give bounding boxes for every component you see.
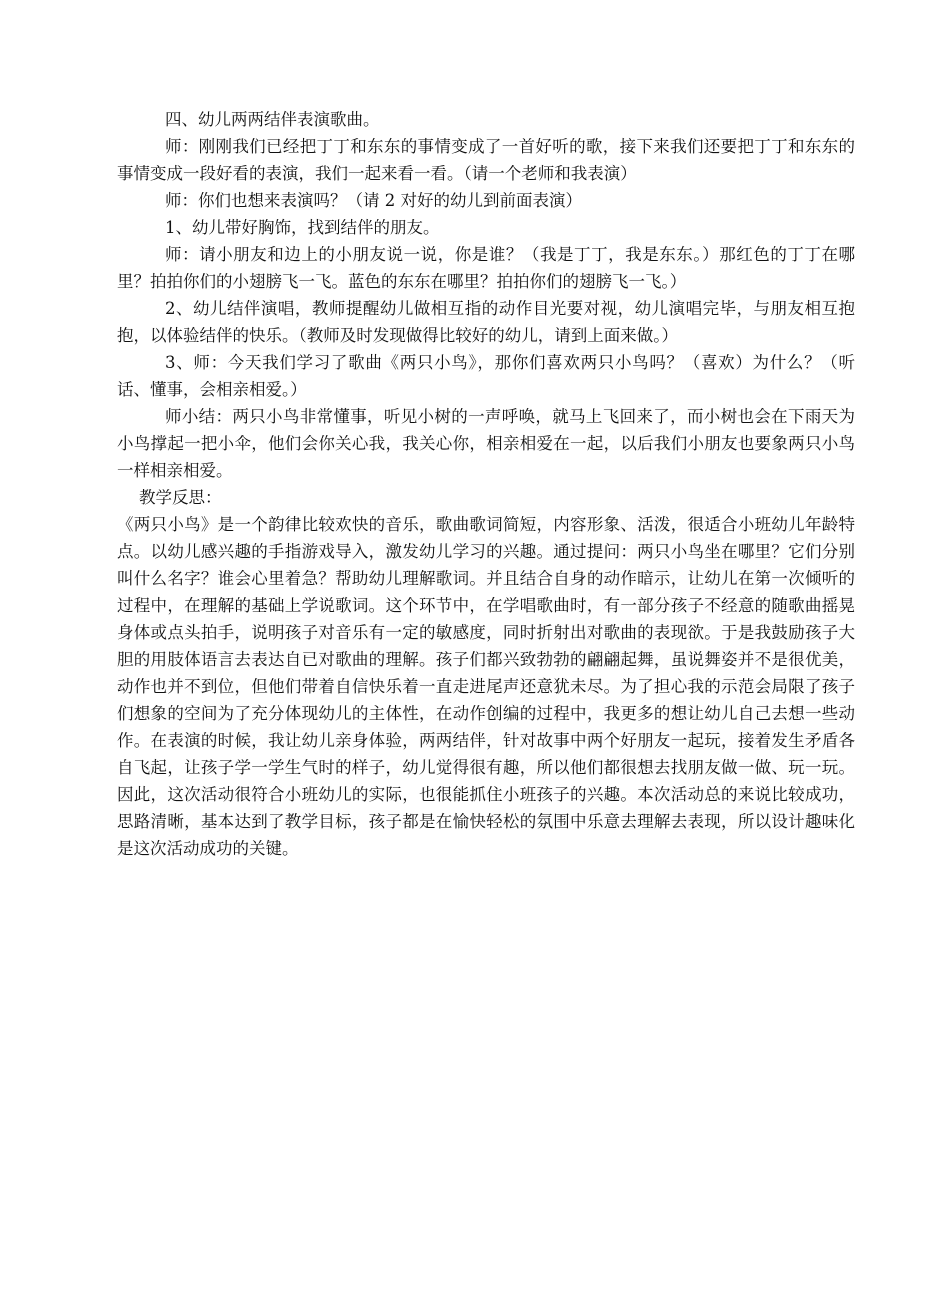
teacher-line-3: 师：请小朋友和边上的小朋友说一说，你是谁？（我是丁丁，我是东东。）那红色的丁丁在哪里？拍拍你们的小翅膀飞一飞。蓝色的东东在哪里？拍拍你们的翅膀飞一飞。）: [117, 245, 855, 291]
step-2: 2、幼儿结伴演唱，教师提醒幼儿做相互指的动作目光要对视，幼儿演唱完毕，与朋友相互抱抱，以体验结伴的快乐。（教师及时发现做得比较好的幼儿，请到上面来做。）: [117, 299, 855, 345]
teacher-line-2: 师：你们也想来表演吗？（请 2 对好的幼儿到前面表演）: [165, 191, 582, 210]
teacher-line-1: 师：刚刚我们已经把丁丁和东东的事情变成了一首好听的歌，接下来我们还要把丁丁和东东的事情变成一段好看的表演，我们一起来看一看。（请一个老师和我表演）: [117, 137, 855, 183]
teacher-summary: 师小结：两只小鸟非常懂事，听见小树的一声呼唤，就马上飞回来了，而小树也会在下雨天为小鸟撑起一把小伞，他们会你关心我，我关心你，相亲相爱在一起，以后我们小朋友也要象两只小鸟一样相亲相爱。: [117, 407, 855, 480]
step-3: 3、师：今天我们学习了歌曲《两只小鸟》，那你们喜欢两只小鸟吗？（喜欢）为什么？（听话、懂事，会相亲相爱。）: [117, 353, 855, 399]
document-body: [117, 106, 855, 862]
reflection-heading: 教学反思：: [139, 488, 222, 507]
reflection-body: 《两只小鸟》是一个韵律比较欢快的音乐，歌曲歌词简短，内容形象、活泼，很适合小班幼儿年龄特点。以幼儿感兴趣的手指游戏导入，激发幼儿学习的兴趣。通过提问：两只小鸟坐在哪里？它们分别叫什么名字？谁会心里着急？帮助幼儿理解歌词。并且结合自身的动作暗示，让幼儿在第一次倾听的过程中，在理解的基础上学说歌词。这个环节中，在学唱歌曲时，有一部分孩子不经意的随歌曲摇晃身体或点头拍手，说明孩子对音乐有一定的敏感度，同时折射出对歌曲的表现欲。于是我鼓励孩子大胆的用肢体语言去表达自已对歌曲的理解。孩子们都兴致勃勃的翩翩起舞，虽说舞姿并不是很优美，动作也并不到位，但他们带着自信快乐着一直走进尾声还意犹未尽。为了担心我的示范会局限了孩子们想象的空间为了充分体现幼儿的主体性，在动作创编的过程中，我更多的想让幼儿自己去想一些动作。在表演的时候，我让幼儿亲身体验，两两结伴，针对故事中两个好朋友一起玩，接着发生矛盾各自飞起，让孩子学一学生气时的样子，幼儿觉得很有趣，所以他们都很想去找朋友做一做、玩一玩。因此，这次活动很符合小班幼儿的实际，也很能抓住小班孩子的兴趣。本次活动总的来说比较成功，思路清晰，基本达到了教学目标，孩子都是在愉快轻松的氛围中乐意去理解去表现，所以设计趣味化是这次活动成功的关键。: [117, 515, 855, 858]
section-heading-four: 四、幼儿两两结伴表演歌曲。: [165, 110, 380, 129]
step-1: 1、幼儿带好胸饰，找到结伴的朋友。: [165, 218, 440, 237]
